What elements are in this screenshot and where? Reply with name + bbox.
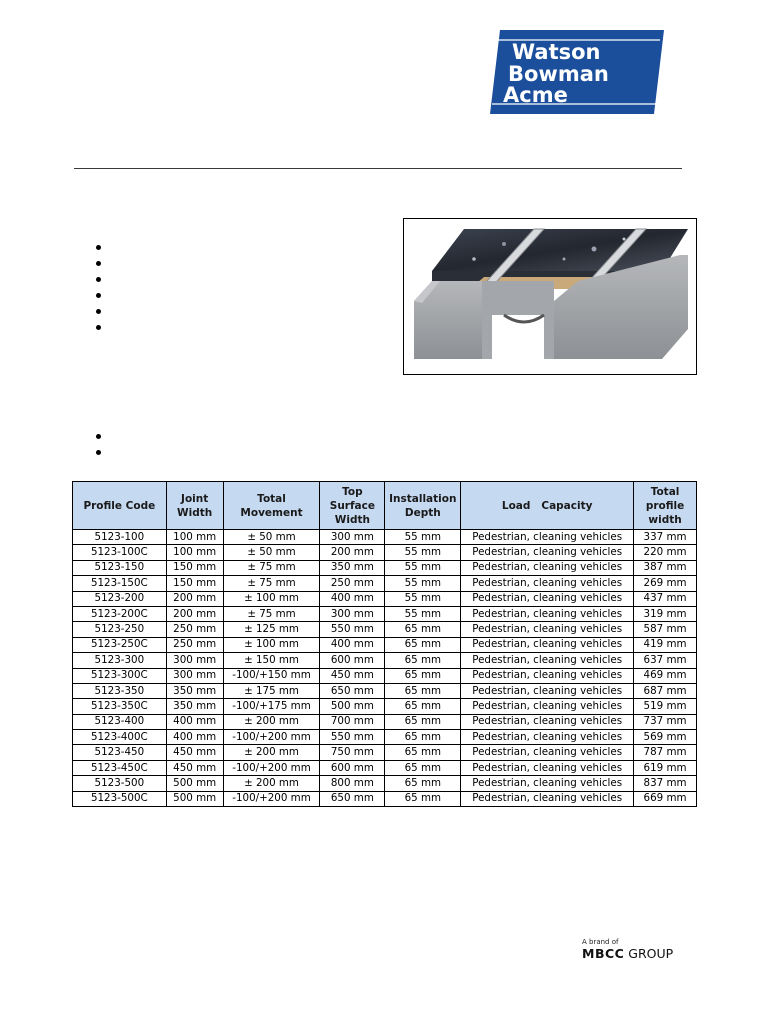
table-cell: 5123-150 xyxy=(73,560,167,575)
table-row xyxy=(73,653,697,668)
table-cell: 150 mm xyxy=(166,576,223,591)
table-cell: 150 mm xyxy=(166,560,223,575)
table-cell: 500 mm xyxy=(166,776,223,791)
table-cell: 250 mm xyxy=(166,622,223,637)
table-cell: 5123-100 xyxy=(73,530,167,545)
table-cell: -100/+175 mm xyxy=(223,699,320,714)
table-cell: ± 75 mm xyxy=(223,606,320,621)
table-cell: -100/+150 mm xyxy=(223,668,320,683)
table-cell: 750 mm xyxy=(320,745,385,760)
table-cell: 5123-400 xyxy=(73,714,167,729)
table-cell: 350 mm xyxy=(166,683,223,698)
table-cell: Pedestrian, cleaning vehicles xyxy=(461,745,634,760)
table-cell: 5123-250C xyxy=(73,637,167,652)
watson-bowman-acme-logo xyxy=(490,30,664,114)
table-cell: 569 mm xyxy=(634,730,697,745)
table-cell: 55 mm xyxy=(385,606,461,621)
table-cell: 65 mm xyxy=(385,730,461,745)
table-cell: 5123-200 xyxy=(73,591,167,606)
table-cell: Pedestrian, cleaning vehicles xyxy=(461,606,634,621)
table-cell: Pedestrian, cleaning vehicles xyxy=(461,622,634,637)
table-cell: 469 mm xyxy=(634,668,697,683)
table-cell: 800 mm xyxy=(320,776,385,791)
table-cell: ± 75 mm xyxy=(223,576,320,591)
table-row xyxy=(73,668,697,683)
bullet-dot-icon xyxy=(96,309,101,314)
table-cell: Pedestrian, cleaning vehicles xyxy=(461,683,634,698)
table-cell: 250 mm xyxy=(166,637,223,652)
column-header: Load Capacity xyxy=(461,482,634,530)
table-cell: Pedestrian, cleaning vehicles xyxy=(461,560,634,575)
table-cell: 519 mm xyxy=(634,699,697,714)
registered-mark: ® xyxy=(648,108,654,115)
bullet-dot-icon xyxy=(96,434,101,439)
table-cell: 5123-500 xyxy=(73,776,167,791)
table-cell: 600 mm xyxy=(320,760,385,775)
table-row xyxy=(73,791,697,806)
table-cell: 500 mm xyxy=(320,699,385,714)
table-cell: 650 mm xyxy=(320,791,385,806)
table-cell: 65 mm xyxy=(385,714,461,729)
table-cell: 5123-250 xyxy=(73,622,167,637)
table-row xyxy=(73,776,697,791)
table-cell: 65 mm xyxy=(385,699,461,714)
table-cell: ± 125 mm xyxy=(223,622,320,637)
table-row xyxy=(73,730,697,745)
table-cell: 55 mm xyxy=(385,591,461,606)
bullet-dot-icon xyxy=(96,277,101,282)
table-cell: 400 mm xyxy=(166,714,223,729)
table-cell: Pedestrian, cleaning vehicles xyxy=(461,668,634,683)
table-cell: 65 mm xyxy=(385,653,461,668)
table-cell: 319 mm xyxy=(634,606,697,621)
table-cell: 837 mm xyxy=(634,776,697,791)
table-cell: 5123-200C xyxy=(73,606,167,621)
table-cell: 400 mm xyxy=(320,591,385,606)
table-row xyxy=(73,545,697,560)
table-cell: 669 mm xyxy=(634,791,697,806)
table-cell: 550 mm xyxy=(320,730,385,745)
table-cell: 5123-450C xyxy=(73,760,167,775)
table-cell: 65 mm xyxy=(385,776,461,791)
table-row xyxy=(73,760,697,775)
table-cell: 65 mm xyxy=(385,622,461,637)
table-cell: 55 mm xyxy=(385,545,461,560)
bullet-dot-icon xyxy=(96,450,101,455)
table-cell: 55 mm xyxy=(385,560,461,575)
table-row xyxy=(73,637,697,652)
logo-graphic xyxy=(490,30,664,114)
table-cell: 687 mm xyxy=(634,683,697,698)
table-cell: Pedestrian, cleaning vehicles xyxy=(461,791,634,806)
table-cell: 400 mm xyxy=(320,637,385,652)
table-cell: Pedestrian, cleaning vehicles xyxy=(461,699,634,714)
column-header: Total profile width xyxy=(634,482,697,530)
column-header: Joint Width xyxy=(166,482,223,530)
bullet-dot-icon xyxy=(96,293,101,298)
brand-tagline: A brand of xyxy=(582,938,619,946)
table-cell: 437 mm xyxy=(634,591,697,606)
table-row xyxy=(73,560,697,575)
table-header-row xyxy=(73,482,697,530)
table-cell: 350 mm xyxy=(166,699,223,714)
table-row xyxy=(73,622,697,637)
table-cell: 250 mm xyxy=(320,576,385,591)
bullet-dot-icon xyxy=(96,261,101,266)
table-row xyxy=(73,576,697,591)
bullet-dot-icon xyxy=(96,245,101,250)
table-cell: 700 mm xyxy=(320,714,385,729)
table-cell: 419 mm xyxy=(634,637,697,652)
table-cell: 450 mm xyxy=(166,760,223,775)
table-cell: Pedestrian, cleaning vehicles xyxy=(461,545,634,560)
table-cell: 65 mm xyxy=(385,683,461,698)
table-cell: 619 mm xyxy=(634,760,697,775)
column-header: Total Movement xyxy=(223,482,320,530)
table-cell: 637 mm xyxy=(634,653,697,668)
table-cell: 650 mm xyxy=(320,683,385,698)
table-cell: 337 mm xyxy=(634,530,697,545)
table-cell: 55 mm xyxy=(385,576,461,591)
bullet-dot-icon xyxy=(96,325,101,330)
brand-name-bold: MBCC xyxy=(582,946,625,961)
table-cell: 300 mm xyxy=(320,606,385,621)
table-cell: 55 mm xyxy=(385,530,461,545)
table-cell: Pedestrian, cleaning vehicles xyxy=(461,653,634,668)
table-cell: 200 mm xyxy=(320,545,385,560)
expansion-joint-image xyxy=(403,218,697,375)
table-cell: 200 mm xyxy=(166,591,223,606)
table-cell: 387 mm xyxy=(634,560,697,575)
table-cell: ± 100 mm xyxy=(223,591,320,606)
table-body xyxy=(73,530,697,807)
brand-name-rest: GROUP xyxy=(624,946,674,961)
table-cell: 450 mm xyxy=(320,668,385,683)
table-cell: Pedestrian, cleaning vehicles xyxy=(461,576,634,591)
table-cell: 300 mm xyxy=(166,653,223,668)
table-cell: 350 mm xyxy=(320,560,385,575)
table-cell: ± 75 mm xyxy=(223,560,320,575)
table-cell: 550 mm xyxy=(320,622,385,637)
table-cell: 500 mm xyxy=(166,791,223,806)
table-cell: -100/+200 mm xyxy=(223,730,320,745)
table-cell: Pedestrian, cleaning vehicles xyxy=(461,730,634,745)
table-cell: 269 mm xyxy=(634,576,697,591)
table-cell: 5123-150C xyxy=(73,576,167,591)
table-cell: 600 mm xyxy=(320,653,385,668)
logo-line1: Watson xyxy=(512,40,601,64)
column-header: Installation Depth xyxy=(385,482,461,530)
table-row xyxy=(73,591,697,606)
table-cell: 5123-450 xyxy=(73,745,167,760)
header-divider xyxy=(74,168,682,169)
table-cell: ± 200 mm xyxy=(223,776,320,791)
table-row xyxy=(73,714,697,729)
table-cell: 65 mm xyxy=(385,760,461,775)
table-cell: ± 100 mm xyxy=(223,637,320,652)
table-cell: 65 mm xyxy=(385,637,461,652)
table-cell: 450 mm xyxy=(166,745,223,760)
logo-line3: Acme xyxy=(503,83,568,107)
table-cell: Pedestrian, cleaning vehicles xyxy=(461,776,634,791)
table-cell: -100/+200 mm xyxy=(223,791,320,806)
table-cell: 300 mm xyxy=(320,530,385,545)
table-cell: Pedestrian, cleaning vehicles xyxy=(461,591,634,606)
mbcc-group-brand xyxy=(582,938,673,961)
table-cell: 300 mm xyxy=(166,668,223,683)
table-cell: 65 mm xyxy=(385,745,461,760)
table-row xyxy=(73,530,697,545)
table-cell: 100 mm xyxy=(166,530,223,545)
table-cell: 5123-300 xyxy=(73,653,167,668)
column-header: Top Surface Width xyxy=(320,482,385,530)
table-cell: ± 200 mm xyxy=(223,745,320,760)
expansion-joint-cross-section-image xyxy=(404,219,696,374)
table-cell: 5123-350 xyxy=(73,683,167,698)
table-row xyxy=(73,699,697,714)
table-cell: -100/+200 mm xyxy=(223,760,320,775)
table-cell: 220 mm xyxy=(634,545,697,560)
table-cell: 400 mm xyxy=(166,730,223,745)
table-cell: 5123-500C xyxy=(73,791,167,806)
table-cell: 5123-100C xyxy=(73,545,167,560)
table-cell: Pedestrian, cleaning vehicles xyxy=(461,760,634,775)
table-cell: ± 175 mm xyxy=(223,683,320,698)
logo-line2: Bowman xyxy=(508,62,609,86)
table-row xyxy=(73,683,697,698)
table-cell: 100 mm xyxy=(166,545,223,560)
table-row xyxy=(73,606,697,621)
table-cell: ± 50 mm xyxy=(223,530,320,545)
table-cell: 5123-400C xyxy=(73,730,167,745)
table-cell: 587 mm xyxy=(634,622,697,637)
profile-spec-table xyxy=(72,481,697,807)
table-cell: 5123-350C xyxy=(73,699,167,714)
table-cell: 787 mm xyxy=(634,745,697,760)
table-cell: Pedestrian, cleaning vehicles xyxy=(461,637,634,652)
table-cell: 737 mm xyxy=(634,714,697,729)
table-cell: ± 200 mm xyxy=(223,714,320,729)
table-cell: 5123-300C xyxy=(73,668,167,683)
table-cell: Pedestrian, cleaning vehicles xyxy=(461,530,634,545)
table-cell: 65 mm xyxy=(385,791,461,806)
table-cell: ± 150 mm xyxy=(223,653,320,668)
table-row xyxy=(73,745,697,760)
table-cell: Pedestrian, cleaning vehicles xyxy=(461,714,634,729)
table-cell: 200 mm xyxy=(166,606,223,621)
table-cell: 65 mm xyxy=(385,668,461,683)
table-cell: ± 50 mm xyxy=(223,545,320,560)
brand-name xyxy=(582,947,673,961)
column-header: Profile Code xyxy=(73,482,167,530)
